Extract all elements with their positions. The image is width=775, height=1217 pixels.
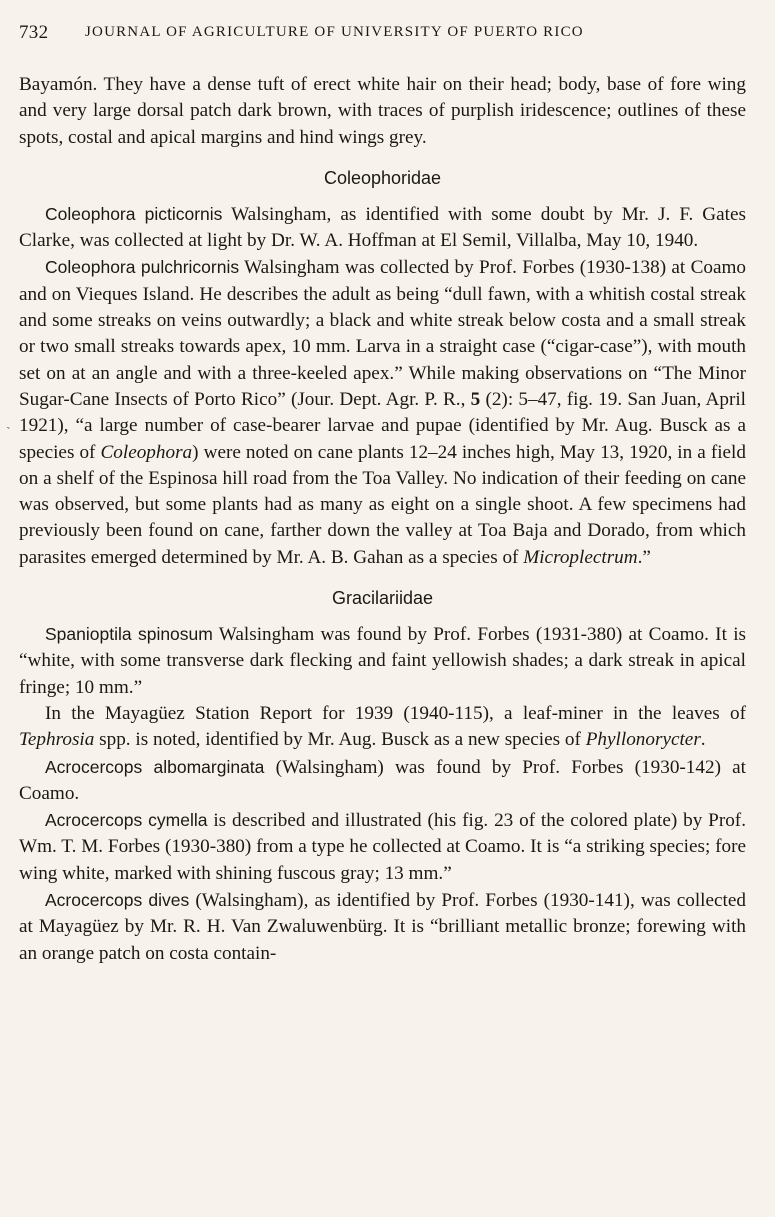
margin-mark: ˏ	[6, 415, 11, 430]
genus-name: Phyllonorycter	[585, 729, 701, 751]
volume-number: 5	[470, 388, 481, 410]
journal-title: JOURNAL OF AGRICULTURE OF UNIVERSITY OF PUERTO RICO	[85, 24, 584, 40]
paragraph-text: spp. is noted, identified by Mr. Aug. Busck as a new species of	[94, 729, 586, 751]
species-name: Acrocercops albomarginata	[45, 756, 265, 777]
paragraph-mayaguez-report	[19, 701, 746, 754]
section-heading-coleophoridae: Coleophoridae	[323, 167, 442, 188]
species-paragraph-spanioptila	[19, 621, 746, 701]
body-text	[19, 72, 746, 967]
genus-name: Tephrosia	[19, 729, 95, 751]
species-name: Acrocercops dives	[45, 890, 190, 911]
species-name: Coleophora pulchricornis	[45, 257, 240, 278]
species-paragraph-dives	[19, 887, 746, 967]
genus-name: Microplectrum	[523, 546, 638, 568]
species-text: .”	[637, 546, 651, 568]
intro-paragraph: Bayamón. They have a dense tuft of erect white hair on their head; body, base of fore wing and very large dorsal patch dark brown, with traces of purplish iridescence; outlines of these spots, costal and apical margins and hind wings grey.	[19, 74, 746, 148]
species-text: ) were noted on cane plants 12–24 inches high, May 13, 1920, in a field on a shelf of the Espinosa hill road from the Toa Valley. No indication of their feeding on cane was observed, but some plants had as many as eight on a single shoot. A few specimens had previously been found on cane, farther down the valley at Toa Baja and Dorado, from which parasites emerged determined by Mr. A. B. Gahan as a species of	[19, 441, 746, 568]
paragraph-text: In the Mayagüez Station Report for 1939 (1940-115), a leaf-miner in the leaves of	[45, 702, 746, 724]
species-text: (2): 5–47, fig. 19. San Juan, April 1921), “a large number of case-bearer larvae and pupae (identified by Mr. Aug. Busck as a species of	[19, 388, 746, 463]
species-text: Walsingham was found by Prof. Forbes (1931-380) at Coamo. It is “white, with some transverse dark flecking and faint yellowish shades; a dark streak in apical fringe; 10 mm.”	[19, 624, 746, 698]
species-text: Walsingham, as identified with some doubt by Mr. J. F. Gates Clarke, was collected at light by Dr. W. A. Hoffman at El Semil, Villalba, May 10, 1940.	[19, 203, 746, 252]
running-header	[19, 22, 739, 48]
page-number: 732	[19, 22, 49, 43]
species-paragraph-albomarginata	[19, 754, 746, 808]
species-text: is described and illustrated (his fig. 23 of the colored plate) by Prof. Wm. T. M. Forbes (1930-380) from a type he collected at Coamo. It is “a striking species; fore wing white, marked with shining fuscous gray; 13 mm.”	[19, 810, 746, 884]
species-name: Coleophora picticornis	[45, 203, 223, 224]
section-heading-gracilariidae: Gracilariidae	[331, 588, 434, 609]
species-name: Acrocercops cymella	[45, 810, 208, 831]
species-text: (Walsingham) was found by Prof. Forbes (1930-142) at Coamo.	[19, 756, 746, 804]
genus-name: Coleophora	[100, 441, 193, 463]
species-paragraph-pulchricornis	[19, 254, 746, 571]
species-text: (Walsingham), as identified by Prof. Forbes (1930-141), was collected at Mayagüez by Mr. R. H. Van Zwaluwenbürg. It is “brilliant metallic bronze; forewing with an orange patch on costa contain-	[19, 890, 746, 964]
species-name: Spanioptila spinosum	[45, 624, 213, 645]
species-paragraph-cymella	[19, 807, 746, 887]
species-paragraph-picticornis	[19, 201, 746, 255]
species-text: Walsingham was collected by Prof. Forbes (1930-138) at Coamo and on Vieques Island. He describes the adult as being “dull fawn, with a whitish costal streak and some streaks on veins outwardly; a black and white streak below costa and a small streak or two small streaks towards apex, 10 mm. Larva in a straight case (“cigar-case”), with mouth set on at an angle and with a three-keeled apex.” While making observations on “The Minor Sugar-Cane Insects of Porto Rico” (Jour. Dept. Agr. P. R.,	[19, 257, 747, 410]
paragraph-text: .	[700, 729, 706, 751]
